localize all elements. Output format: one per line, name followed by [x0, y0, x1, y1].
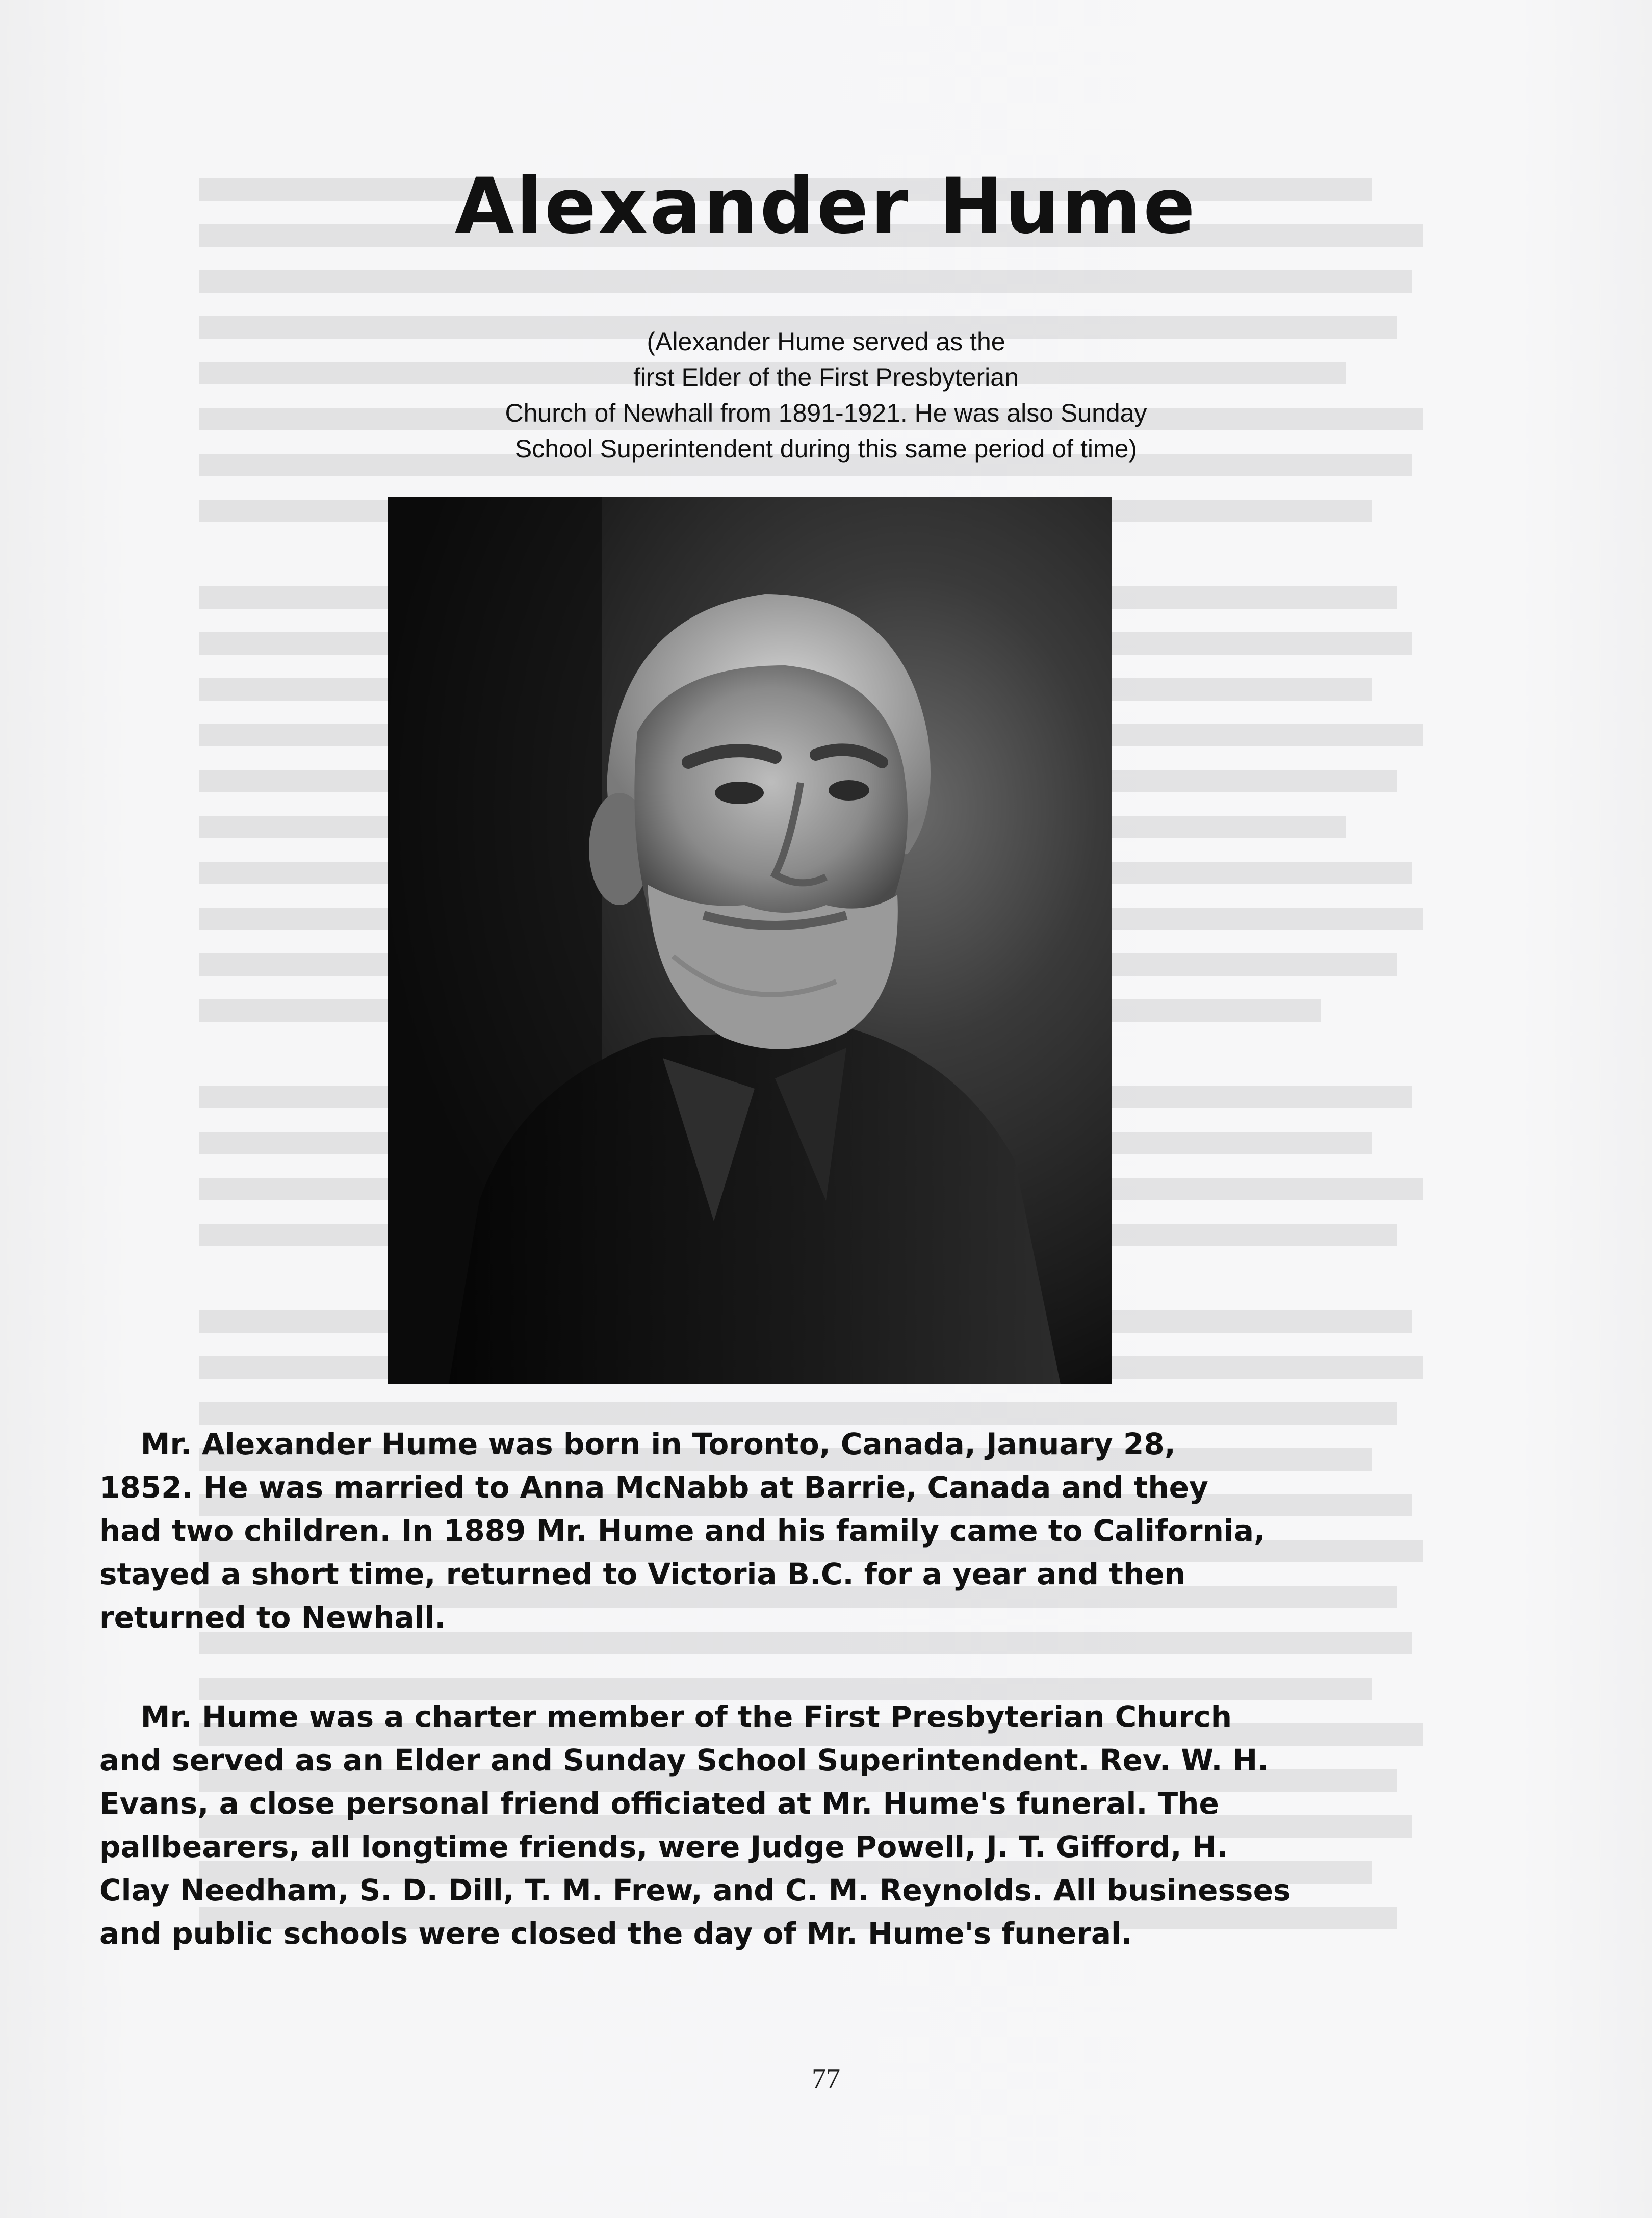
caption-line: Church of Newhall from 1891-1921. He was also Sunday [505, 399, 1147, 427]
caption-line: (Alexander Hume served as the [647, 327, 1005, 356]
paragraph-line: 1852. He was married to Anna McNabb at Barrie, Canada and they [99, 1470, 1208, 1505]
paragraph-line: returned to Newhall. [99, 1600, 446, 1635]
paragraph-line: Mr. Alexander Hume was born in Toronto, Canada, January 28, [99, 1427, 1176, 1461]
caption-line: School Superintendent during this same period of time) [514, 434, 1138, 463]
paragraph-line: and served as an Elder and Sunday School Superintendent. Rev. W. H. [99, 1743, 1269, 1777]
page-number: 77 [812, 2063, 840, 2095]
paragraph-line: Evans, a close personal friend officiated at Mr. Hume's funeral. The [99, 1786, 1219, 1821]
portrait-caption [316, 324, 1336, 467]
paragraph-line: and public schools were closed the day of Mr. Hume's funeral. [99, 1916, 1132, 1951]
paragraph-line: stayed a short time, returned to Victoria B.C. for a year and then [99, 1557, 1185, 1591]
paragraph-line: Clay Needham, S. D. Dill, T. M. Frew, and C. M. Reynolds. All businesses [99, 1873, 1291, 1907]
paragraph-line: had two children. In 1889 Mr. Hume and his family came to California, [99, 1513, 1265, 1548]
portrait-illustration [388, 497, 1112, 1384]
paragraph-line: Mr. Hume was a charter member of the First Presbyterian Church [99, 1699, 1232, 1734]
caption-line: first Elder of the First Presbyterian [633, 363, 1019, 392]
biography-paragraph-1 [99, 1423, 1456, 1639]
portrait-photo-icon [388, 497, 1112, 1384]
page-title: Alexander Hume [455, 162, 1197, 251]
paragraph-line: pallbearers, all longtime friends, were Judge Powell, J. T. Gifford, H. [99, 1829, 1228, 1864]
biography-paragraph-2 [99, 1695, 1456, 1955]
